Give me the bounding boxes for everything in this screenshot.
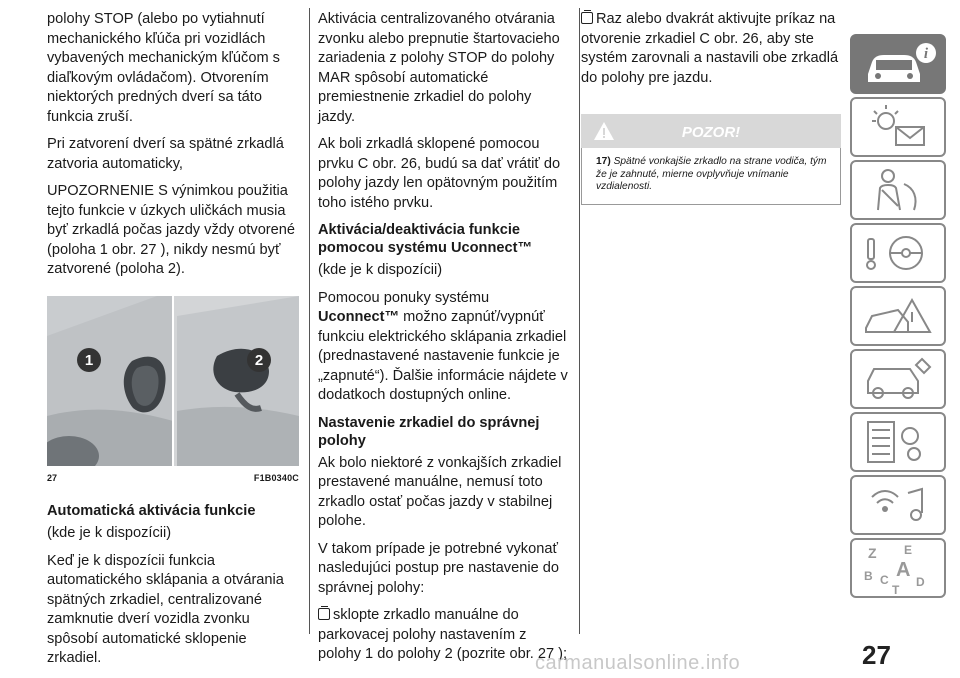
warning-title: POZOR! xyxy=(681,124,741,141)
multimedia-icon xyxy=(852,477,944,533)
figure-label-1: 1 xyxy=(84,351,94,369)
tab-index[interactable] xyxy=(850,538,946,598)
warning-ref: 17) xyxy=(596,156,611,167)
tab-driving[interactable] xyxy=(850,223,946,283)
paragraph: Keď je k dispozícii funkcia automatického sklápania a otvárania spätných zrkadiel, centralizované zamknutie dverí vozidla zvonku spôsobí automatické sklopenie zrkadiel. xyxy=(47,552,284,666)
index-letter: D xyxy=(916,575,925,589)
tab-multimedia[interactable] xyxy=(850,475,946,535)
bullet-icon xyxy=(318,608,330,620)
column-3 xyxy=(581,10,841,205)
index-letter: B xyxy=(864,569,873,583)
paragraph: polohy STOP (alebo po vytiahnutí mechanického kľúča pri vozidlách vybavených mechanickým kľúčom s diaľkovým ovládačom). Otvorením niektorých predných dverí sa táto funkcia zruší. xyxy=(47,11,280,125)
paragraph: Aktivácia centralizovaného otvárania zvonku alebo prepnutie štartovacieho zariadenia z polohy STOP do polohy MAR spôsobí automatické premiestnenie zrkadiel do polohy jazdy. xyxy=(318,11,560,125)
figure-number: 27 xyxy=(47,472,58,483)
text-span: možno zapnúť/vypnúť funkciu elektrického sklápania zrkadiel (prednastavené nastavenie funkcie je „zapnuté“). Ďalšie informácie nájdete v dodatkoch dostupných online. xyxy=(318,309,568,403)
warning-box-header xyxy=(581,114,841,148)
bullet-icon xyxy=(581,12,593,24)
section-heading: Aktivácia/deaktivácia funkcie pomocou systému Uconnect™ xyxy=(318,222,533,256)
column-divider xyxy=(309,8,310,634)
chapter-tabs xyxy=(850,34,946,601)
car-info-icon xyxy=(852,36,944,92)
paragraph: (kde je k dispozícii) xyxy=(318,262,443,278)
warning-lights-icon xyxy=(852,99,944,155)
maintenance-icon xyxy=(852,351,944,407)
column-divider xyxy=(579,8,580,634)
page-number: 27 xyxy=(862,640,891,670)
tab-emergency[interactable] xyxy=(850,286,946,346)
tab-safety[interactable] xyxy=(850,160,946,220)
bullet-text: Raz alebo dvakrát aktivujte príkaz na otvorenie zrkadiel C obr. 26, aby ste systém zarovnali a nastavili obe zrkadlá do polohy pre jazdu. xyxy=(581,11,839,86)
uconnect-term: Uconnect™ xyxy=(318,309,400,325)
paragraph: (kde je k dispozícii) xyxy=(47,525,172,541)
section-heading: Automatická aktivácia funkcie xyxy=(47,503,256,519)
paragraph: Ak bolo niektoré z vonkajších zrkadiel prestavené manuálne, nemusí toto zrkadlo ostať počas jazdy v stabilnej polohe. xyxy=(318,454,562,529)
paragraph: Pri zatvorení dverí sa spätné zrkadlá zatvoria automaticky, xyxy=(47,136,284,172)
index-letter: A xyxy=(896,559,911,581)
mirror-figure xyxy=(47,296,299,466)
mirror-illustration xyxy=(47,296,299,466)
index-letter: Z xyxy=(868,545,877,561)
column-2 xyxy=(318,10,570,673)
figure-label-2: 2 xyxy=(254,351,264,369)
paragraph xyxy=(318,289,570,406)
paragraph: Ak boli zrkadlá sklopené pomocou prvku C obr. 26, budú sa dať vrátiť do polohy jazdy len opätovným použitím toho istého prvku. xyxy=(318,136,561,211)
bullet-item xyxy=(581,10,841,88)
safety-icon xyxy=(852,162,944,218)
warning-box-body xyxy=(581,148,841,205)
index-icon xyxy=(852,540,944,596)
bullet-text: sklopte zrkadlo manuálne do parkovacej polohy nastavením z polohy 1 do polohy 2 (pozrite obr. 27 ); xyxy=(318,607,568,662)
tab-warning-lights[interactable] xyxy=(850,97,946,157)
section-heading: Nastavenie zrkadiel do správnej polohy xyxy=(318,414,540,449)
driving-icon xyxy=(852,225,944,281)
tech-specs-icon xyxy=(852,414,944,470)
warning-text: Spätné vonkajšie zrkadlo na strane vodiča, tým že je zahnuté, mierne ovplyvňuje vnímanie vzdialenosti. xyxy=(596,156,827,193)
tab-car-info[interactable] xyxy=(850,34,946,94)
tab-tech-specs[interactable] xyxy=(850,412,946,472)
index-letter: T xyxy=(892,583,900,596)
paragraph: V takom prípade je potrebné vykonať nasledujúci postup pre nastavenie do správnej polohy: xyxy=(318,540,559,596)
tab-maintenance[interactable] xyxy=(850,349,946,409)
watermark: carmanualsonline.info xyxy=(535,652,741,674)
index-letter: E xyxy=(904,543,913,557)
bullet-item xyxy=(318,606,570,665)
paragraph: UPOZORNENIE S výnimkou použitia tejto funkcie v úzkych uličkách musia byť zrkadlá počas jazdy vždy otvorené (poloha 1 obr. 27 ), nikdy nesmú byť zatvorené (poloha 2). xyxy=(47,183,296,277)
figure-caption xyxy=(47,469,299,489)
figure-code: F1B0340C xyxy=(253,472,299,483)
column-1 xyxy=(47,10,299,677)
emergency-icon xyxy=(852,288,944,344)
text-span: Pomocou ponuky systému xyxy=(318,289,490,306)
svg-text:i: i xyxy=(923,46,929,62)
index-letter: C xyxy=(880,573,889,587)
